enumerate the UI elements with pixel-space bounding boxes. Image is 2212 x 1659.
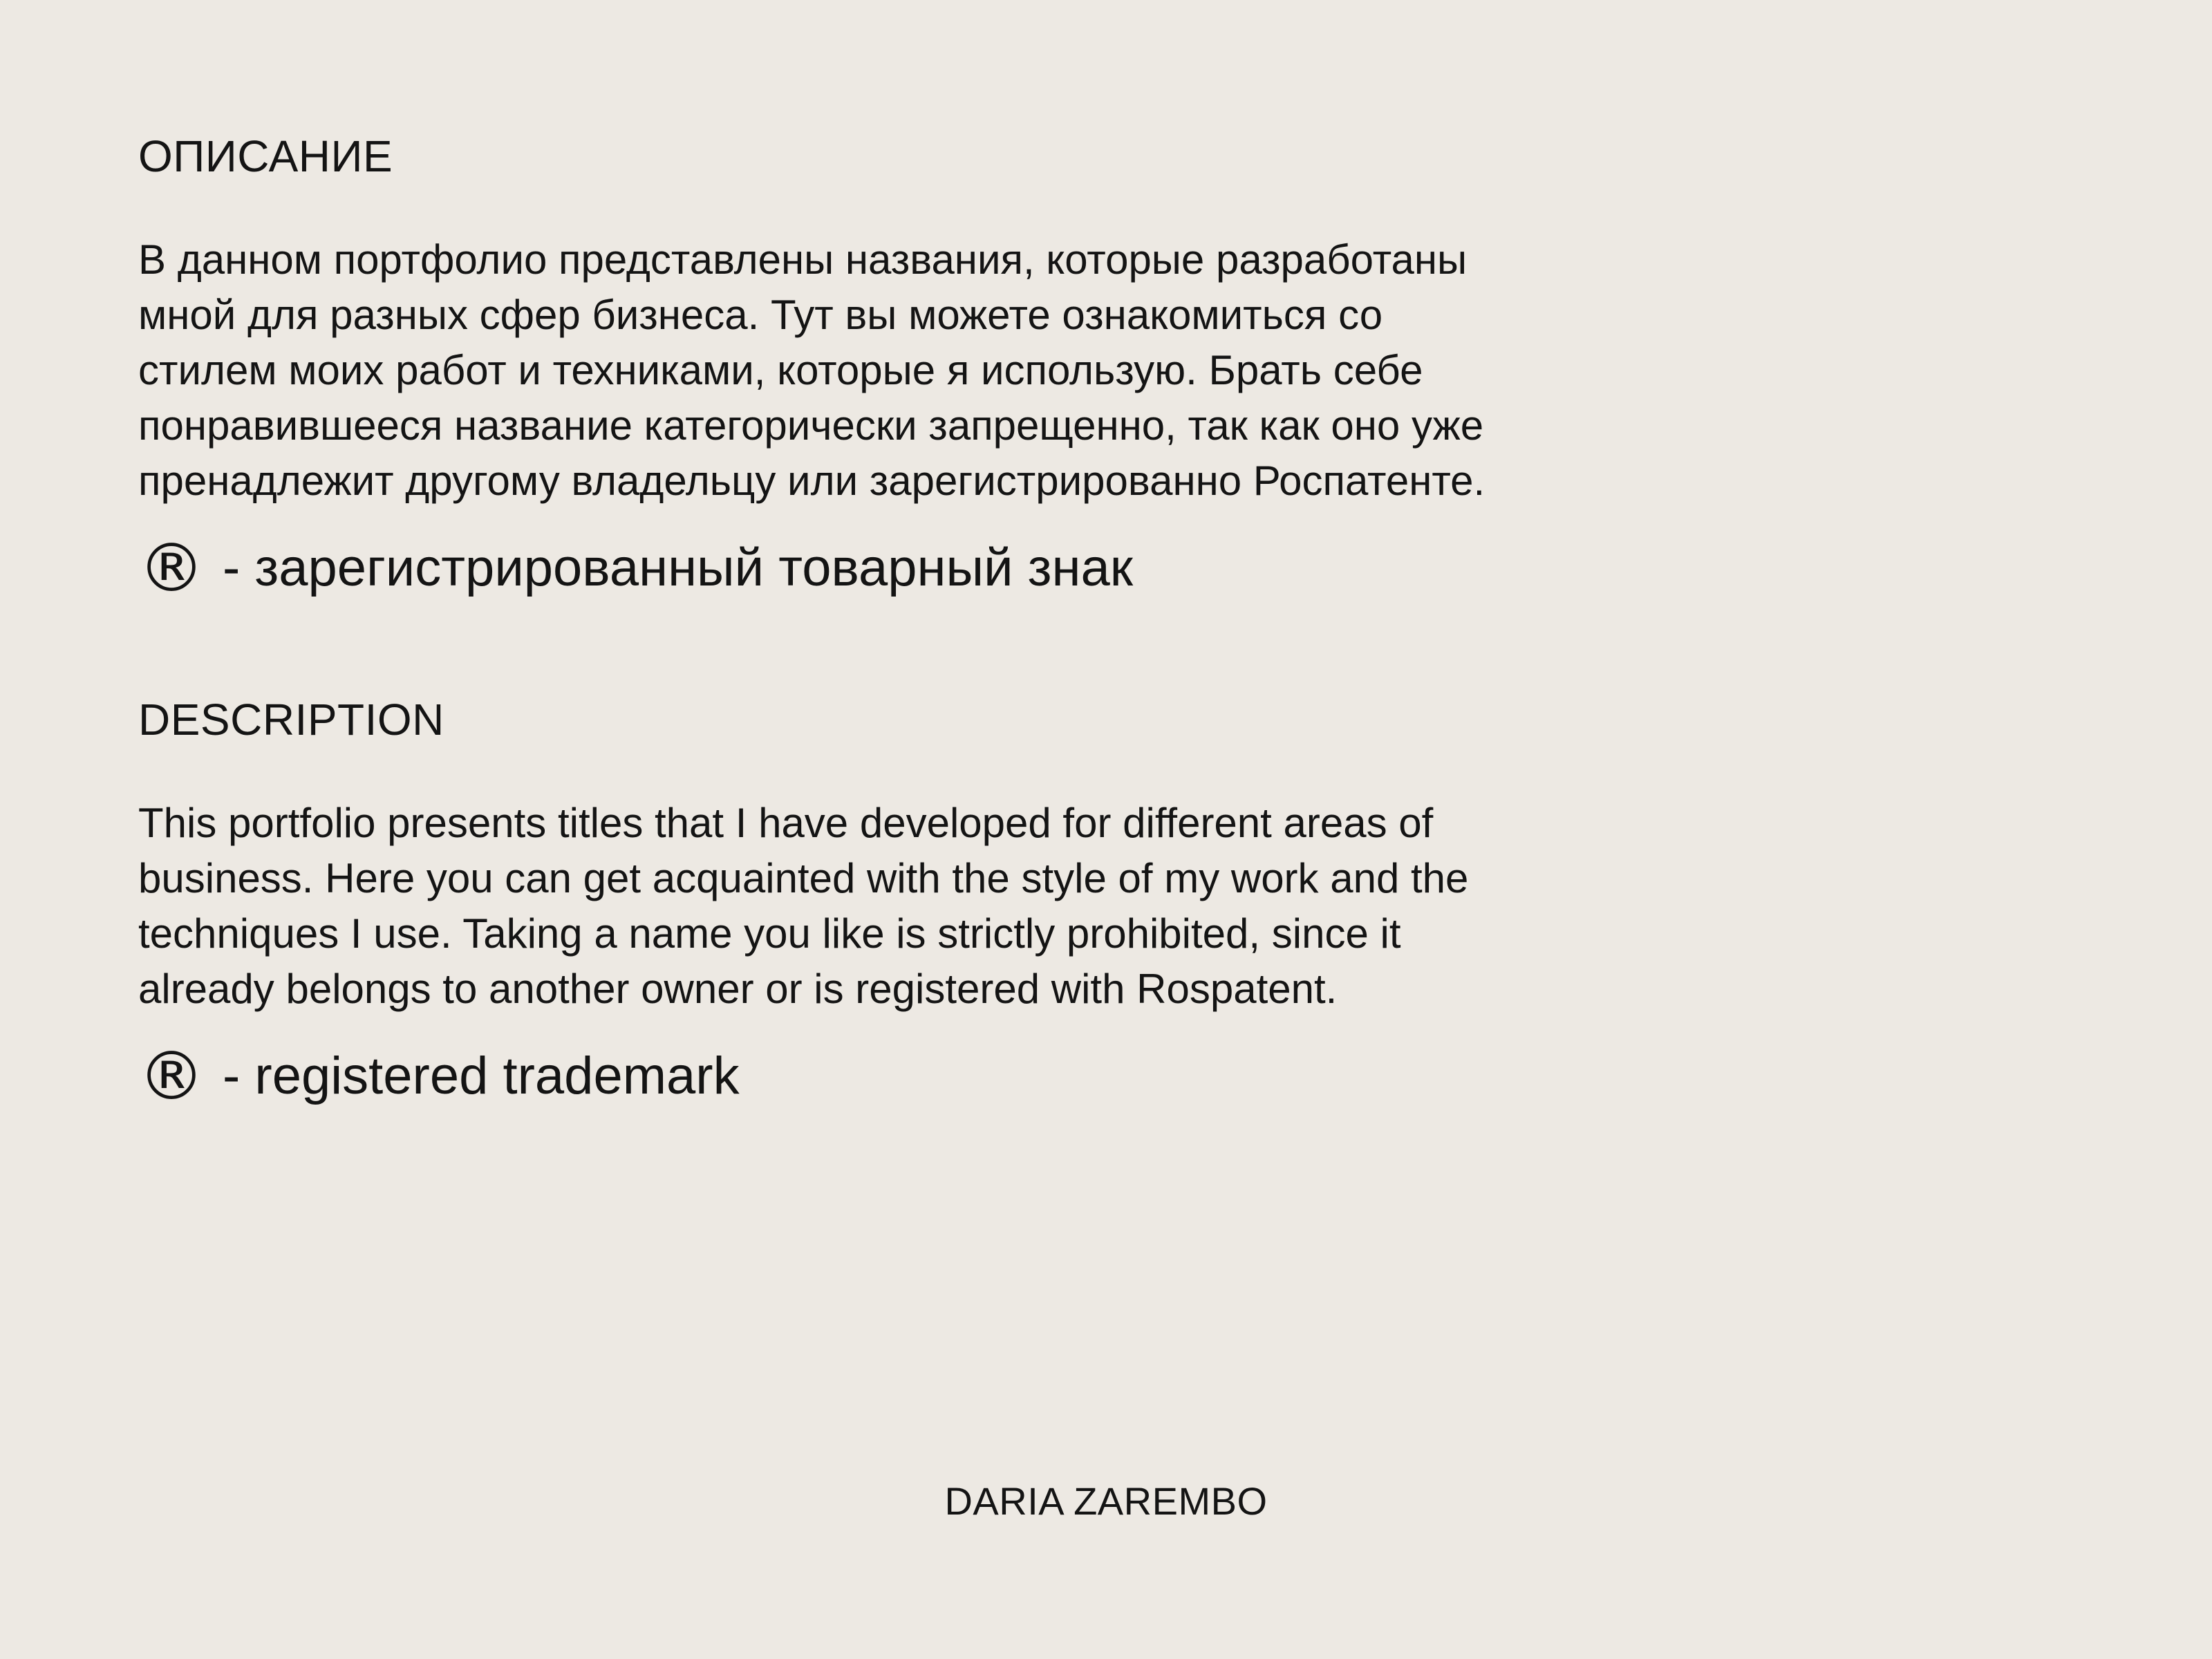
text-line: понравившееся название категорически запрещенно, так как оно уже xyxy=(138,402,1484,449)
registered-trademark-icon: ® xyxy=(138,529,205,607)
description-text-en xyxy=(138,796,1728,1017)
heading-en: DESCRIPTION xyxy=(138,695,444,744)
text-line: business. Here you can get acquainted with the style of my work and the xyxy=(138,855,1469,901)
text-line: В данном портфолио представлены названия, которые разработаны xyxy=(138,236,1468,283)
text-line: пренадлежит другому владельцу или зарегистрированно Роспатенте. xyxy=(138,458,1485,504)
description-text-ru xyxy=(138,232,1728,509)
text-line: already belongs to another owner or is registered with Rospatent. xyxy=(138,966,1338,1012)
description-section-ru xyxy=(138,124,1728,607)
description-section-en xyxy=(138,688,1728,1115)
registered-trademark-icon: ® xyxy=(138,1038,205,1115)
trademark-note-ru xyxy=(138,529,1728,607)
text-line: techniques I use. Taking a name you like is strictly prohibited, since it xyxy=(138,910,1401,957)
text-line: стилем моих работ и техниками, которые я использую. Брать себе xyxy=(138,347,1423,393)
heading-ru: ОПИСАНИЕ xyxy=(138,131,393,181)
trademark-label-en: - registered trademark xyxy=(223,1047,740,1105)
text-line: мной для разных сфер бизнеса. Тут вы можете ознакомиться со xyxy=(138,292,1383,338)
trademark-note-en xyxy=(138,1038,1728,1115)
author-name: DARIA ZAREMBO xyxy=(944,1479,1268,1523)
text-line: This portfolio presents titles that I have developed for different areas of xyxy=(138,800,1434,846)
trademark-label-ru: - зарегистрированный товарный знак xyxy=(223,538,1134,597)
